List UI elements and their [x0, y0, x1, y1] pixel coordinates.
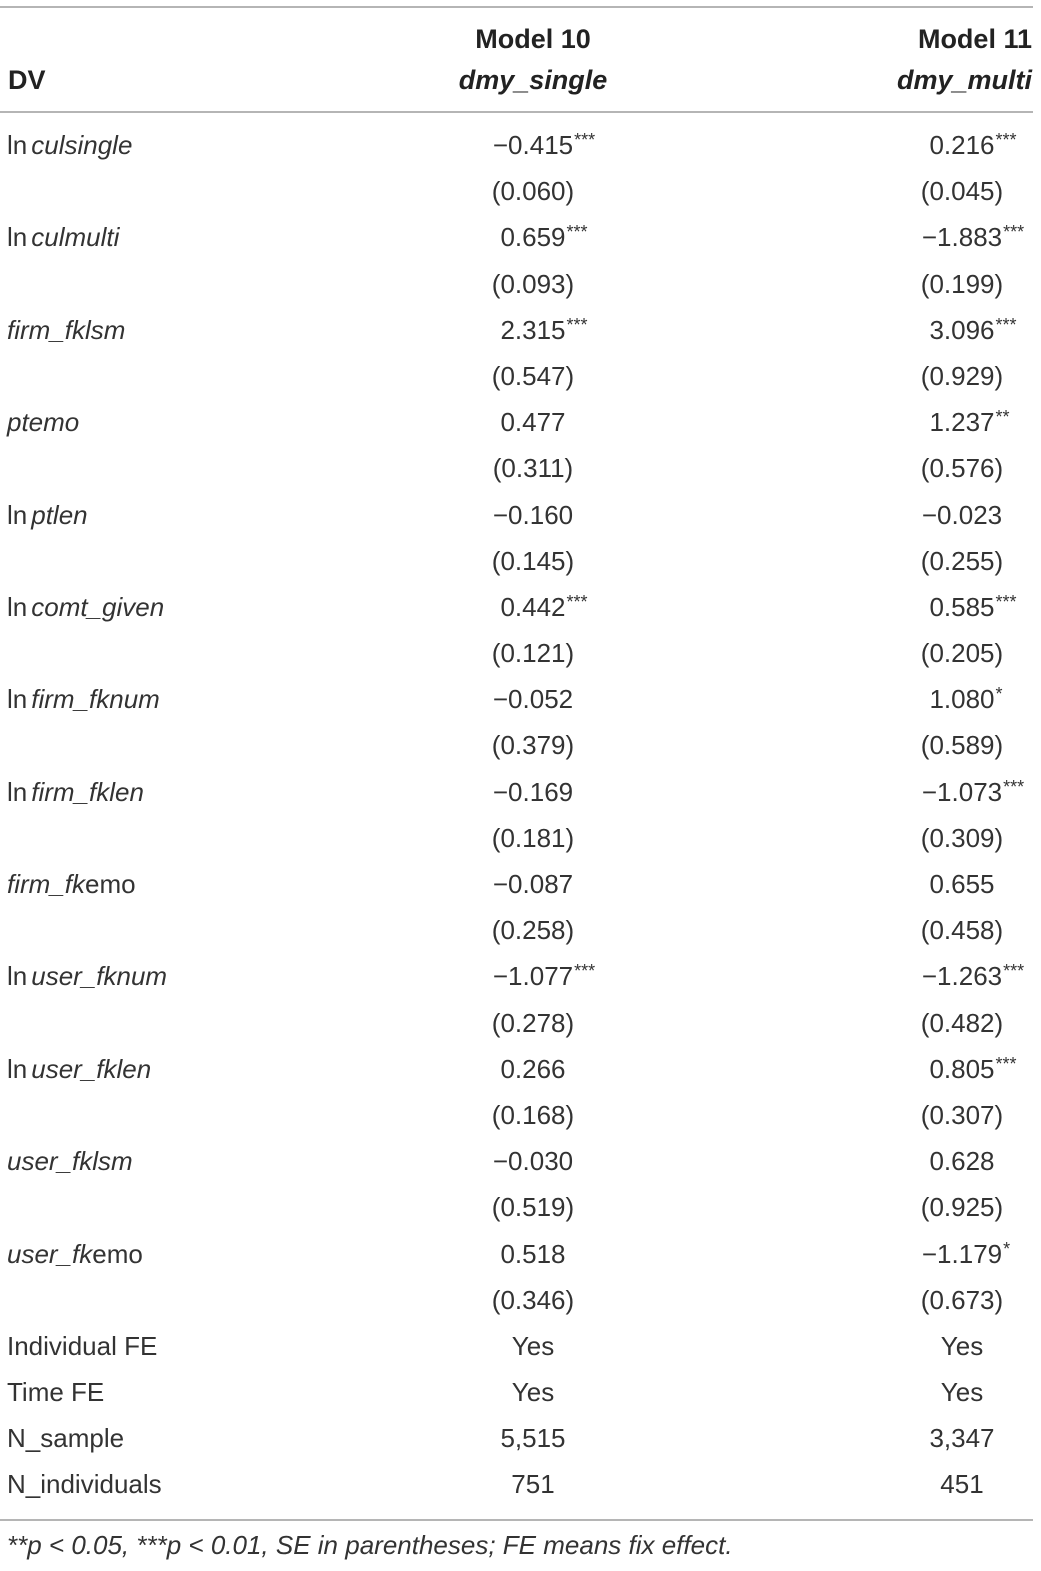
table-row — [0, 1140, 1041, 1186]
coefficient: (0.168) — [491, 1099, 575, 1130]
model10-value — [433, 915, 633, 946]
coefficient: 0.585 — [929, 591, 995, 622]
value-wrap — [500, 407, 565, 438]
model10-value — [433, 546, 633, 577]
coefficient: −0.415 — [492, 130, 574, 160]
coefficient: −1.883 — [921, 222, 1003, 253]
coefficient: (0.311) — [492, 453, 574, 484]
log-prefix: ln — [7, 776, 28, 807]
coefficient: (0.060) — [491, 176, 575, 207]
value-wrap — [921, 453, 1003, 484]
value-wrap — [921, 176, 1003, 207]
table-row — [0, 1325, 1041, 1371]
table-row — [0, 955, 1041, 1001]
variable-name: user_fklen — [31, 1053, 152, 1084]
table-row — [0, 1233, 1041, 1279]
variable-name: user_fklsm — [7, 1146, 133, 1177]
model10-value — [433, 1192, 633, 1223]
table-row — [0, 1463, 1041, 1509]
model10-value — [433, 130, 633, 161]
table-row — [0, 1186, 1041, 1232]
value-wrap — [492, 961, 596, 992]
table-body — [0, 124, 1041, 1510]
model10-value — [433, 222, 633, 253]
table-row — [0, 540, 1041, 586]
value-wrap — [921, 638, 1003, 669]
coefficient: 0.659 — [500, 222, 566, 253]
label-suffix: Individual FE — [7, 1330, 158, 1361]
row-label — [7, 1331, 157, 1362]
value-wrap — [492, 1285, 574, 1316]
significance-stars: *** — [1003, 961, 1025, 982]
variable-name: firm_fklen — [31, 776, 144, 807]
model10-value — [433, 869, 633, 900]
model11-value — [862, 453, 1041, 484]
significance-stars: ** — [995, 407, 1010, 428]
coefficient: (0.379) — [491, 730, 575, 761]
value-wrap — [512, 1331, 554, 1362]
coefficient: (0.199) — [920, 268, 1004, 299]
label-suffix: N_individuals — [7, 1469, 162, 1500]
model10-value — [433, 638, 633, 669]
value-wrap — [493, 453, 573, 484]
log-prefix: ln — [7, 499, 28, 530]
model10-value — [433, 777, 633, 808]
coefficient: Yes — [940, 1330, 984, 1361]
coefficient: (0.181) — [491, 822, 575, 853]
value-wrap — [492, 361, 574, 392]
coefficient: 1.237 — [929, 407, 995, 438]
table-row — [0, 863, 1041, 909]
label-suffix: Time FE — [7, 1377, 105, 1408]
label-suffix: emo — [85, 869, 136, 899]
value-wrap — [921, 1285, 1003, 1316]
model11-value — [862, 638, 1041, 669]
significance-stars: *** — [566, 591, 588, 612]
model11-value — [862, 961, 1041, 992]
value-wrap — [921, 546, 1003, 577]
value-wrap — [512, 1377, 554, 1408]
value-wrap — [492, 269, 574, 300]
table-row — [0, 586, 1041, 632]
model11-title: Model 11 — [917, 24, 1032, 54]
value-wrap — [921, 915, 1003, 946]
bottom-rule — [0, 1519, 1033, 1521]
value-wrap — [511, 1469, 554, 1500]
log-prefix: ln — [7, 684, 28, 715]
coefficient: 1.080 — [929, 684, 995, 715]
model11-value — [862, 315, 1041, 346]
variable-name: firm_fklsm — [7, 314, 126, 345]
value-wrap — [940, 1469, 983, 1500]
coefficient: Yes — [511, 1330, 555, 1361]
coefficient: −1.073 — [921, 776, 1003, 807]
variable-name: ptlen — [31, 499, 88, 530]
significance-stars: *** — [995, 314, 1017, 335]
table-row — [0, 817, 1041, 863]
model10-value — [433, 407, 633, 438]
value-wrap — [921, 776, 1025, 808]
row-label — [7, 869, 136, 900]
coefficient: −0.052 — [492, 684, 574, 715]
label-suffix: emo — [92, 1238, 143, 1269]
table-row — [0, 909, 1041, 955]
value-wrap — [493, 1146, 573, 1177]
significance-stars: * — [995, 684, 1003, 705]
model11-value — [862, 1377, 1041, 1408]
model11-value — [862, 1054, 1041, 1085]
coefficient: 3,347 — [929, 1423, 995, 1454]
value-wrap — [500, 1423, 565, 1454]
table-row — [0, 216, 1041, 262]
coefficient: 0.628 — [929, 1146, 995, 1177]
coefficient: (0.307) — [920, 1099, 1004, 1130]
table-row — [0, 1048, 1041, 1094]
coefficient: −1.179 — [921, 1238, 1003, 1269]
log-prefix: ln — [7, 961, 28, 992]
model10-value — [433, 1054, 633, 1085]
variable-name: firm_fk — [7, 869, 85, 899]
log-prefix: ln — [7, 130, 28, 160]
coefficient: 0.805 — [929, 1053, 995, 1084]
value-wrap — [493, 777, 573, 808]
dv-label: DV — [8, 65, 46, 95]
value-wrap — [929, 314, 1017, 346]
row-label — [7, 592, 164, 623]
value-wrap — [500, 1239, 565, 1270]
variable-name: firm_fknum — [31, 684, 160, 715]
table-footnote: **p < 0.05, ***p < 0.01, SE in parentheses; FE means fix effect. — [7, 1530, 733, 1560]
log-prefix: ln — [7, 1053, 28, 1084]
model11-value — [862, 176, 1041, 207]
value-wrap — [921, 730, 1003, 761]
value-wrap — [493, 869, 573, 900]
value-wrap — [922, 500, 1002, 531]
significance-stars: *** — [574, 130, 596, 150]
row-label — [7, 1469, 162, 1500]
model11-value — [862, 1192, 1041, 1223]
value-wrap — [929, 130, 1017, 161]
coefficient: (0.255) — [920, 545, 1004, 576]
header-rule — [0, 111, 1033, 113]
model10-value — [433, 1008, 633, 1039]
model10-value — [433, 315, 633, 346]
value-wrap — [492, 1100, 574, 1131]
row-label — [7, 407, 79, 438]
value-wrap — [921, 1100, 1003, 1131]
value-wrap — [921, 269, 1003, 300]
model11-value — [862, 1331, 1041, 1362]
model11-value — [862, 915, 1041, 946]
coefficient: (0.929) — [920, 360, 1004, 391]
table-row — [0, 1279, 1041, 1325]
model10-value — [433, 1285, 633, 1316]
value-wrap — [929, 1423, 994, 1454]
row-label — [7, 315, 125, 346]
row-label — [7, 222, 119, 253]
value-wrap — [941, 1331, 983, 1362]
coefficient: −0.169 — [492, 776, 574, 807]
row-label — [7, 777, 144, 808]
significance-stars: * — [1003, 1238, 1011, 1259]
model10-value — [433, 1377, 633, 1408]
significance-stars: *** — [566, 222, 588, 243]
coefficient: (0.458) — [920, 915, 1004, 946]
value-wrap — [492, 176, 574, 207]
coefficient: (0.482) — [920, 1007, 1004, 1038]
value-wrap — [492, 915, 574, 946]
coefficient: (0.278) — [491, 1007, 575, 1038]
row-label — [7, 1054, 151, 1085]
model11-value — [862, 823, 1041, 854]
value-wrap — [492, 1192, 574, 1223]
significance-stars: *** — [995, 130, 1017, 150]
model10-value — [433, 176, 633, 207]
significance-stars: *** — [574, 961, 596, 982]
value-wrap — [492, 546, 574, 577]
coefficient: 5,515 — [500, 1423, 566, 1454]
row-label — [7, 130, 132, 161]
table-row — [0, 632, 1041, 678]
model10-value — [433, 961, 633, 992]
model11-value — [862, 1469, 1041, 1500]
row-label — [7, 1239, 143, 1270]
table-row — [0, 1371, 1041, 1417]
value-wrap — [492, 1008, 574, 1039]
row-label — [7, 961, 167, 992]
coefficient: (0.205) — [920, 638, 1004, 669]
model10-value — [433, 269, 633, 300]
model10-title: Model 10 — [475, 24, 591, 54]
variable-name: user_fk — [7, 1238, 93, 1269]
coefficient: (0.121) — [491, 638, 575, 669]
value-wrap — [929, 1146, 994, 1177]
value-wrap — [500, 222, 588, 253]
value-wrap — [493, 500, 573, 531]
value-wrap — [929, 684, 1003, 715]
coefficient: 0.216 — [929, 130, 995, 160]
value-wrap — [921, 1192, 1003, 1223]
row-label — [7, 684, 160, 715]
table-row — [0, 1094, 1041, 1140]
model11-value — [862, 546, 1041, 577]
model10-value — [433, 1469, 633, 1500]
model11-value — [862, 684, 1041, 715]
table-row — [0, 771, 1041, 817]
model11-value — [862, 1100, 1041, 1131]
value-wrap — [921, 823, 1003, 854]
value-wrap — [492, 730, 574, 761]
model11-value — [862, 1285, 1041, 1316]
model10-value — [433, 1146, 633, 1177]
variable-name: culsingle — [31, 130, 133, 160]
table-row — [0, 124, 1041, 170]
model11-value — [862, 130, 1041, 161]
coefficient: 0.518 — [500, 1238, 566, 1269]
significance-stars: *** — [1003, 776, 1025, 797]
significance-stars: *** — [566, 314, 588, 335]
coefficient: (0.673) — [920, 1284, 1004, 1315]
model10-value — [433, 500, 633, 531]
model11-value — [862, 222, 1041, 253]
table-row — [0, 170, 1041, 216]
row-label — [7, 500, 88, 531]
coefficient: 0.266 — [500, 1053, 566, 1084]
table-row — [0, 1002, 1041, 1048]
coefficient: (0.925) — [920, 1192, 1004, 1223]
model11-value — [862, 592, 1041, 623]
model10-value — [433, 361, 633, 392]
coefficient: 0.442 — [500, 591, 566, 622]
model10-value — [433, 1331, 633, 1362]
model10-value — [433, 823, 633, 854]
model11-value — [862, 269, 1041, 300]
table-row — [0, 309, 1041, 355]
table-row — [0, 447, 1041, 493]
model11-value — [862, 407, 1041, 438]
model11-value — [862, 1008, 1041, 1039]
model10-value — [433, 453, 633, 484]
coefficient: (0.346) — [491, 1284, 575, 1315]
value-wrap — [929, 591, 1017, 623]
variable-name: culmulti — [31, 222, 120, 253]
coefficient: −0.087 — [492, 869, 574, 899]
coefficient: (0.309) — [920, 822, 1004, 853]
value-wrap — [929, 869, 994, 900]
value-wrap — [492, 638, 574, 669]
top-rule — [0, 6, 1033, 8]
coefficient: 0.655 — [929, 869, 995, 899]
coefficient: (0.093) — [491, 268, 575, 299]
value-wrap — [500, 1054, 565, 1085]
model10-value — [433, 592, 633, 623]
model11-value — [862, 869, 1041, 900]
model10-value — [433, 684, 633, 715]
log-prefix: ln — [7, 591, 28, 622]
coefficient: −0.030 — [492, 1146, 574, 1177]
model11-value — [862, 500, 1041, 531]
value-wrap — [500, 314, 588, 346]
value-wrap — [929, 407, 1010, 438]
table-row — [0, 724, 1041, 770]
value-wrap — [929, 1053, 1017, 1085]
table-row — [0, 263, 1041, 309]
model11-value — [862, 1239, 1041, 1270]
value-wrap — [500, 591, 588, 623]
coefficient: 3.096 — [929, 314, 995, 345]
value-wrap — [492, 823, 574, 854]
coefficient: (0.519) — [491, 1192, 575, 1223]
value-wrap — [493, 684, 573, 715]
model10-value — [433, 1423, 633, 1454]
row-label — [7, 1377, 104, 1408]
coefficient: (0.045) — [920, 176, 1004, 207]
model11-value — [862, 361, 1041, 392]
coefficient: (0.576) — [920, 453, 1004, 484]
coefficient: 751 — [511, 1469, 555, 1500]
coefficient: −0.023 — [921, 499, 1003, 530]
variable-name: ptemo — [7, 407, 80, 438]
table-row — [0, 494, 1041, 540]
variable-name: user_fknum — [31, 961, 168, 992]
value-wrap — [921, 222, 1025, 253]
coefficient: 0.477 — [500, 407, 566, 438]
log-prefix: ln — [7, 222, 28, 253]
model11-value — [862, 1146, 1041, 1177]
significance-stars: *** — [995, 591, 1017, 612]
table-row — [0, 1417, 1041, 1463]
model10-value — [433, 1239, 633, 1270]
label-suffix: N_sample — [7, 1423, 125, 1454]
coefficient: Yes — [940, 1377, 984, 1408]
value-wrap — [921, 961, 1025, 992]
value-wrap — [921, 361, 1003, 392]
variable-name: comt_given — [31, 591, 165, 622]
coefficient: 451 — [940, 1469, 984, 1500]
coefficient: (0.547) — [491, 360, 575, 391]
coefficient: (0.589) — [920, 730, 1004, 761]
model10-value — [433, 730, 633, 761]
table-row — [0, 355, 1041, 401]
coefficient: (0.258) — [491, 915, 575, 946]
value-wrap — [941, 1377, 983, 1408]
table-row — [0, 678, 1041, 724]
model11-value — [862, 730, 1041, 761]
model11-value — [862, 1423, 1041, 1454]
model11-dv: dmy_multi — [896, 65, 1032, 95]
coefficient: (0.145) — [491, 545, 575, 576]
significance-stars: *** — [1003, 222, 1025, 243]
coefficient: −1.263 — [921, 961, 1003, 992]
table-row — [0, 401, 1041, 447]
model10-value — [433, 1100, 633, 1131]
coefficient: Yes — [511, 1377, 555, 1408]
row-label — [7, 1146, 133, 1177]
model10-dv: dmy_single — [458, 65, 608, 95]
row-label — [7, 1423, 124, 1454]
value-wrap — [921, 1008, 1003, 1039]
coefficient: 2.315 — [500, 314, 566, 345]
value-wrap — [921, 1238, 1011, 1270]
significance-stars: *** — [995, 1053, 1017, 1074]
coefficient: −0.160 — [492, 499, 574, 530]
value-wrap — [492, 130, 596, 161]
coefficient: −1.077 — [492, 961, 574, 992]
model11-value — [862, 777, 1041, 808]
